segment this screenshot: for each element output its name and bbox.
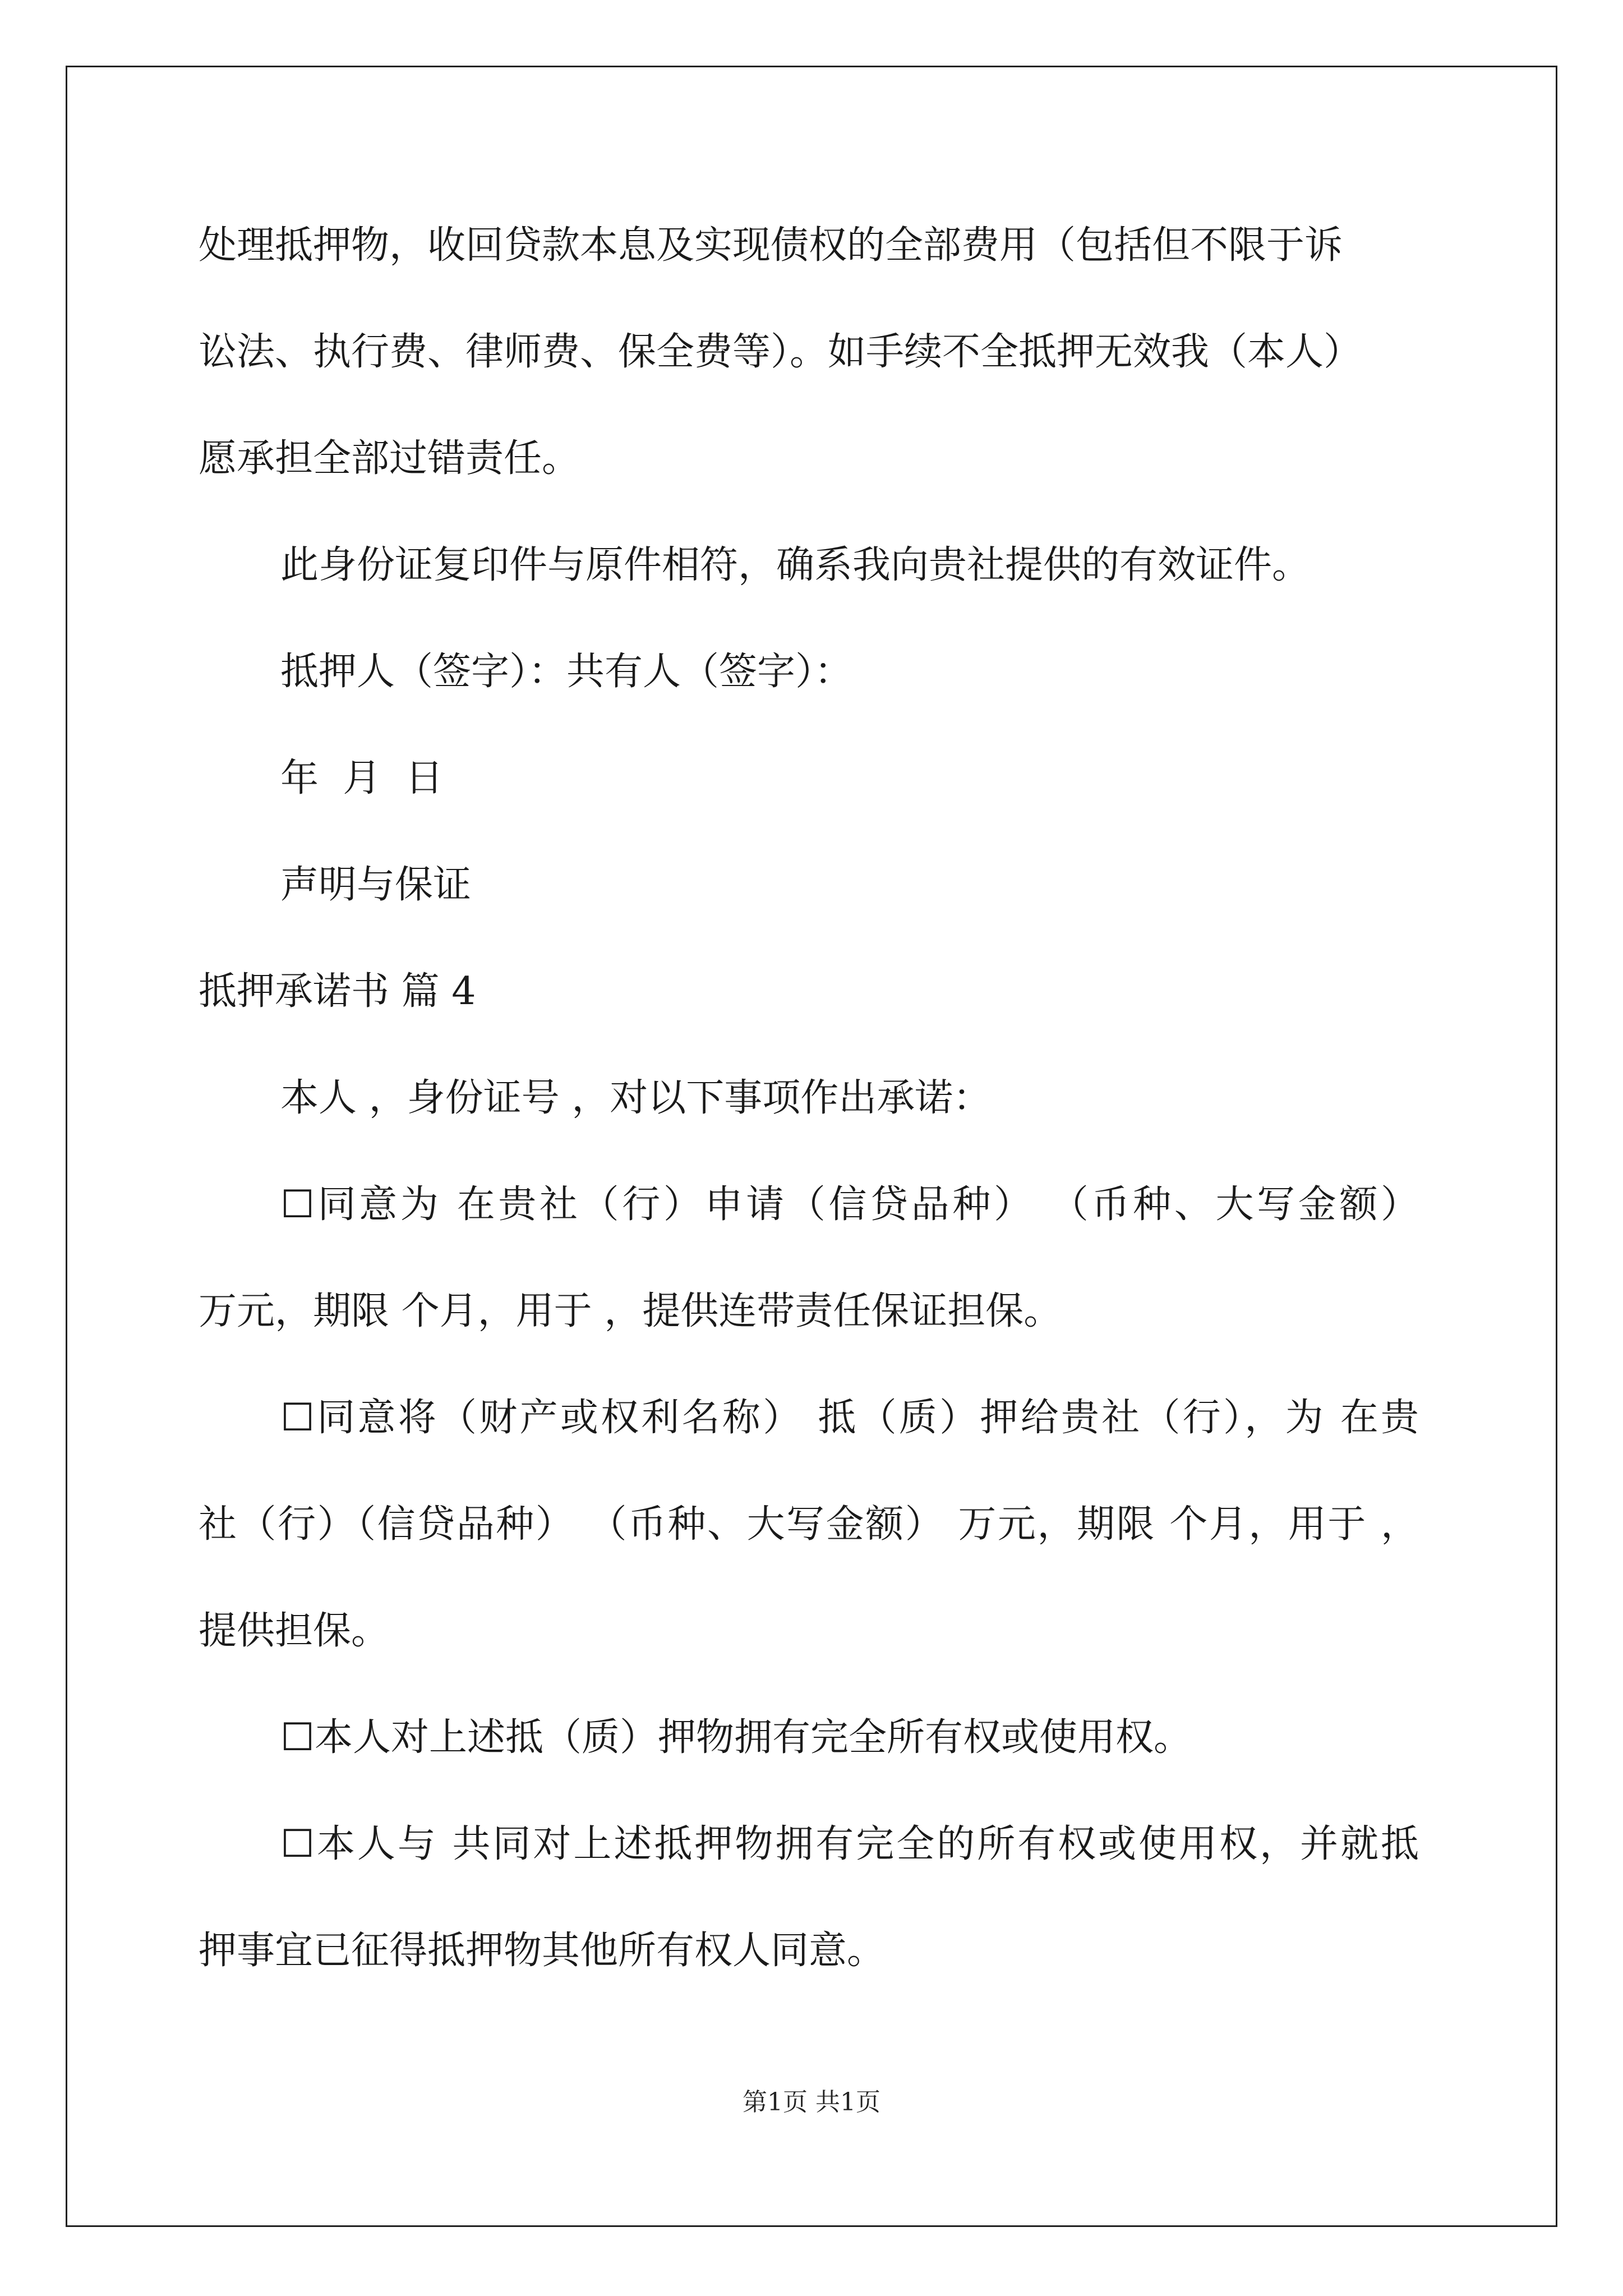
text-line: 抵押人（签字）：共有人（签字）： — [280, 650, 853, 694]
text-line: 提供担保。 — [199, 1609, 390, 1653]
text-line: 万元，期限 个月，用于 ，提供连带责任保证担保。 — [199, 1289, 1062, 1333]
text-line: 声明与保证 — [280, 863, 472, 907]
text-line: 此身份证复印件与原件相符，确系我向贵社提供的有效证件。 — [280, 543, 1311, 587]
page-footer: 第1页 共1页 — [743, 2088, 880, 2116]
text-line: ☐同意为 在贵社（行）申请（信贷品种） （币种、大写金额） — [280, 1182, 1419, 1227]
text-line: 抵押承诺书 篇 4 — [199, 969, 476, 1014]
text-line: 处理抵押物，收回贷款本息及实现债权的全部费用（包括但不限于诉 — [199, 223, 1343, 268]
text-line: 押事宜已征得抵押物其他所有权人同意。 — [199, 1929, 886, 1973]
text-line: 本人 ，身份证号 ，对以下事项作出承诺： — [280, 1076, 992, 1120]
text-line: ☐本人对上述抵（质）押物拥有完全所有权或使用权。 — [280, 1715, 1192, 1760]
text-line: ☐本人与 共同对上述抵押物拥有完全的所有权或使用权，并就抵 — [280, 1822, 1419, 1866]
text-line: 年 月 日 — [280, 756, 444, 800]
text-line: ☐同意将（财产或权利名称） 抵（质）押给贵社（行），为 在贵 — [280, 1396, 1419, 1440]
text-line: 讼法、执行费、律师费、保全费等）。如手续不全抵押无效我（本人） — [199, 330, 1362, 374]
text-line: 愿承担全部过错责任。 — [199, 436, 580, 481]
page-border — [66, 66, 1557, 2227]
text-line: 社（行）（信贷品种） （币种、大写金额） 万元，期限 个月，用于 ， — [199, 1502, 1419, 1547]
